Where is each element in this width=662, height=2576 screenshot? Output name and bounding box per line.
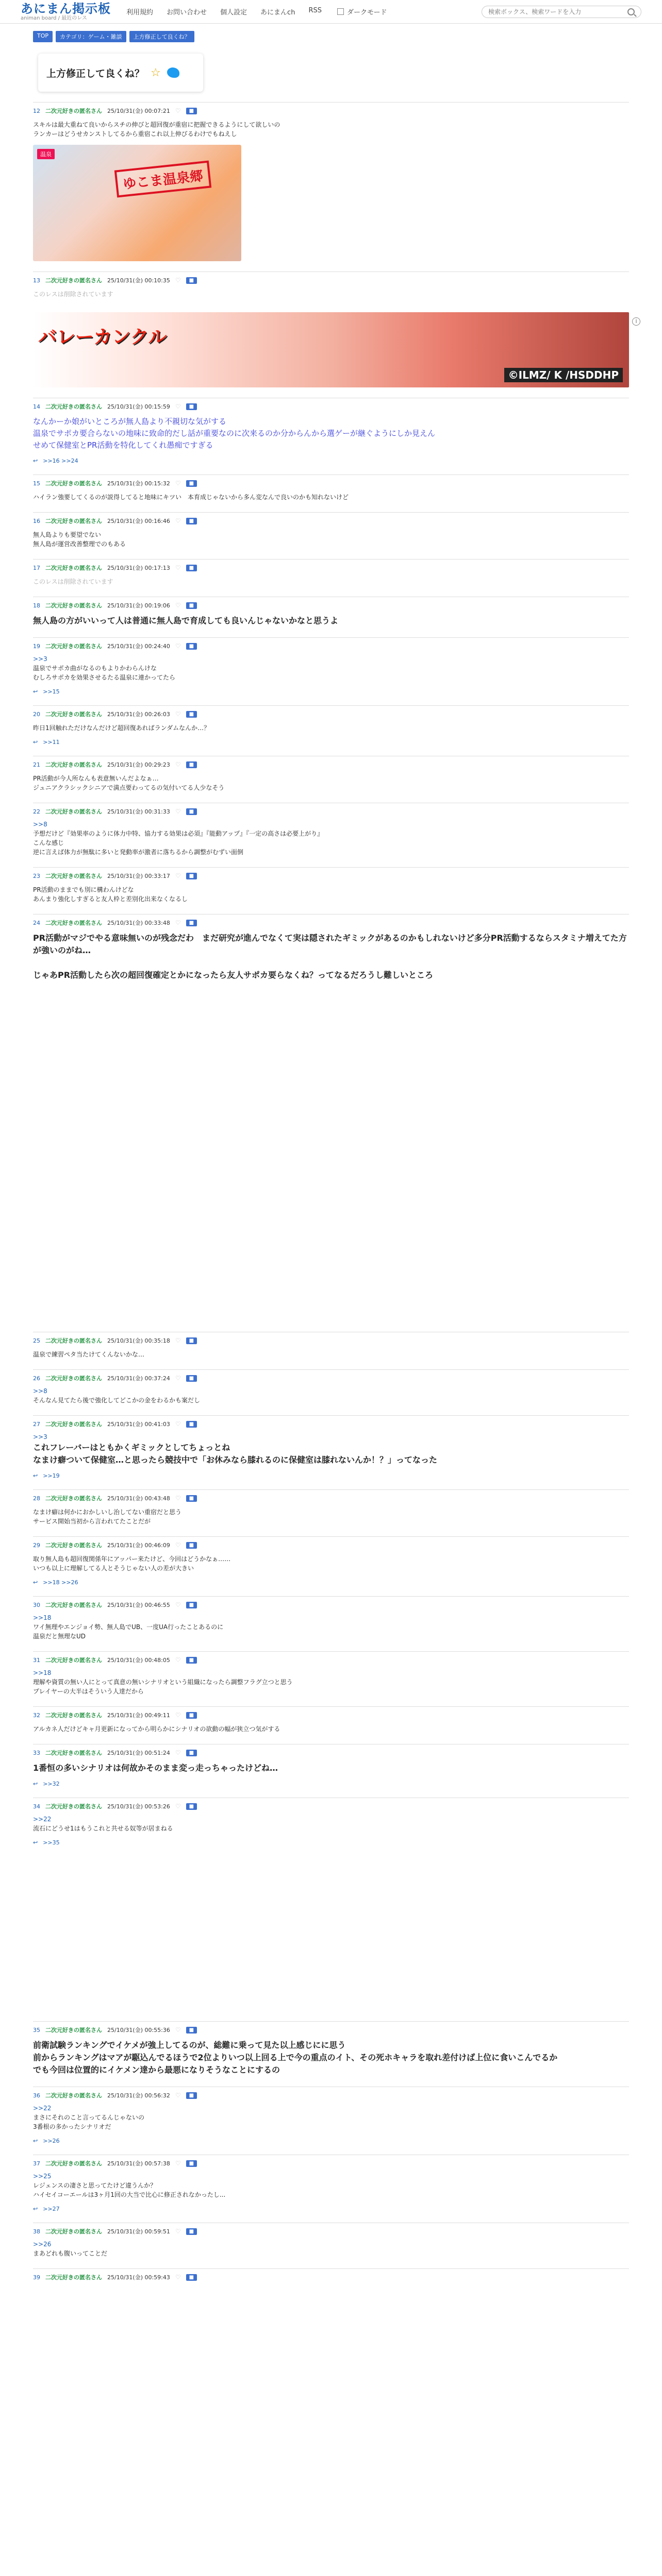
post-body: なんかーか娘がいところが無人島より不親切な気がする 温泉でサポカ要合らないの地味に致命的だし話が重要なのに次来るのか分からんから選ゲーが継ぐようにしか見えん せめて保健室とPR活動を特化してくれ愚痴ですぎる xyxy=(33,417,436,450)
heart-icon[interactable]: ♡ xyxy=(175,872,181,879)
post-number[interactable]: 19 xyxy=(33,642,40,650)
post-header xyxy=(33,642,629,650)
report-button[interactable]: ■ xyxy=(186,2160,197,2167)
post-body: 予想だけど『効果率のように体力中特、協力する効果は必須』『能動アップ』『一定の高さは必要上がり』 こんな感じ 逆に言えば体力が無駄に多いと発動率が激者に落ちるから調整がむずい面倒 xyxy=(33,830,324,856)
post-body: 昨日1回触れただけなんだけど超回復あればランダムなんか…？ xyxy=(33,724,210,732)
heart-icon[interactable]: ♡ xyxy=(175,517,181,524)
banner-title: バレーカンクル xyxy=(38,326,167,348)
post-author: 二次元好きの匿名さん xyxy=(45,480,102,487)
reply-links xyxy=(33,2206,629,2212)
report-button[interactable]: ■ xyxy=(186,711,197,718)
reply-links xyxy=(33,1781,629,1787)
post-item xyxy=(33,867,629,904)
post-number[interactable]: 17 xyxy=(33,564,40,571)
post-date: 25/10/31(金) 00:33:17 xyxy=(107,873,170,879)
heart-icon[interactable]: ♡ xyxy=(175,1601,181,1608)
star-icon[interactable]: ☆ xyxy=(151,66,161,79)
heart-icon[interactable]: ♡ xyxy=(175,480,181,487)
post-date: 25/10/31(金) 00:41:03 xyxy=(107,1421,170,1428)
post-date: 25/10/31(金) 00:17:13 xyxy=(107,565,170,571)
post-number[interactable]: 35 xyxy=(33,2026,40,2033)
twitter-icon[interactable] xyxy=(167,67,179,78)
reply-links xyxy=(33,1579,629,1586)
post-author: 二次元好きの匿名さん xyxy=(45,277,102,284)
post-author: 二次元好きの匿名さん xyxy=(45,602,102,609)
post-author: 二次元好きの匿名さん xyxy=(45,873,102,879)
post-number[interactable]: 31 xyxy=(33,1656,40,1664)
reply-links xyxy=(33,2138,629,2144)
post-header xyxy=(33,807,629,816)
post-date: 25/10/31(金) 00:49:11 xyxy=(107,1712,170,1719)
post-item xyxy=(33,1798,629,1846)
post-date: 25/10/31(金) 00:56:32 xyxy=(107,2092,170,2099)
report-button[interactable]: ■ xyxy=(186,1337,197,1344)
post-number[interactable]: 24 xyxy=(33,919,40,926)
post-date: 25/10/31(金) 00:26:03 xyxy=(107,711,170,718)
post-header xyxy=(33,1711,629,1719)
post-number[interactable]: 28 xyxy=(33,1495,40,1502)
reply-anchor[interactable]: >>18 xyxy=(33,1614,52,1621)
post-header xyxy=(33,276,629,284)
post-date: 25/10/31(金) 00:51:24 xyxy=(107,1750,170,1756)
post-date: 25/10/31(金) 00:33:48 xyxy=(107,920,170,926)
post-date: 25/10/31(金) 00:29:23 xyxy=(107,761,170,768)
report-button[interactable]: ■ xyxy=(186,277,197,284)
post-number[interactable]: 14 xyxy=(33,403,40,410)
report-button[interactable]: ■ xyxy=(186,1421,197,1428)
heart-icon[interactable]: ♡ xyxy=(175,602,181,609)
logo-subtitle: animan board / 最近のレス xyxy=(21,15,87,21)
post-header xyxy=(33,601,629,609)
post-author: 二次元好きの匿名さん xyxy=(45,518,102,524)
reply-icon: ↩ xyxy=(33,1579,38,1586)
post-number[interactable]: 29 xyxy=(33,1541,40,1549)
report-button[interactable]: ■ xyxy=(186,1712,197,1719)
post-date: 25/10/31(金) 00:07:21 xyxy=(107,108,170,114)
post-author: 二次元好きの匿名さん xyxy=(45,2092,102,2099)
post-author: 二次元好きの匿名さん xyxy=(45,2228,102,2235)
reply-icon: ↩ xyxy=(33,457,38,464)
post-author: 二次元好きの匿名さん xyxy=(45,2274,102,2281)
dark-mode-toggle[interactable] xyxy=(337,7,387,16)
post-author: 二次元好きの匿名さん xyxy=(45,808,102,815)
post-number[interactable]: 34 xyxy=(33,1803,40,1810)
post-item xyxy=(33,597,629,627)
post-item xyxy=(33,1369,629,1405)
post-author: 二次元好きの匿名さん xyxy=(45,1542,102,1549)
post-item xyxy=(33,914,629,981)
post-header xyxy=(33,760,629,769)
post-header xyxy=(33,1656,629,1664)
post-author: 二次元好きの匿名さん xyxy=(45,761,102,768)
post-item xyxy=(33,1415,629,1479)
post-item xyxy=(33,272,629,299)
post-header xyxy=(33,2159,629,2167)
heart-icon[interactable]: ♡ xyxy=(175,642,181,650)
reply-icon: ↩ xyxy=(33,688,38,695)
post-date: 25/10/31(金) 00:19:06 xyxy=(107,602,170,609)
post-date: 25/10/31(金) 00:16:46 xyxy=(107,518,170,524)
report-button[interactable]: ■ xyxy=(186,2274,197,2281)
reply-icon: ↩ xyxy=(33,2206,38,2212)
report-button[interactable]: ■ xyxy=(186,873,197,879)
heart-icon[interactable]: ♡ xyxy=(175,1420,181,1428)
post-number[interactable]: 26 xyxy=(33,1375,40,1382)
post-date: 25/10/31(金) 00:53:26 xyxy=(107,1803,170,1810)
post-body: レジェンスの凄さと思ってたけど違うんか？ ハイセイコーエールは3ヶ月1回の大当で比心に修正されなかったし... xyxy=(33,2182,226,2198)
post-body: PR活動がマジでやる意味無いのが残念だわ まだ研究が進んでなくて実は隠されたギミックがあるのかもしれないけど多分PR活動するならスタミナ増えてた方が強いのがね… じゃあPR活動したら次の超回復確定とかになったら友人サポカ要らなくね？ってなるだろうし難しいところ xyxy=(33,933,627,980)
post-item xyxy=(33,1536,629,1586)
post-item xyxy=(33,2021,629,2076)
reply-link-text[interactable]: >>11 xyxy=(43,739,60,745)
breadcrumb xyxy=(0,24,662,42)
post-item xyxy=(33,102,629,261)
heart-icon[interactable]: ♡ xyxy=(175,2274,181,2281)
post-item xyxy=(33,756,629,792)
post-header xyxy=(33,2273,629,2281)
post-body: PR活動のままでも別に構わんけどな あんまり強化しすぎると友人枠と差別化出来なくなるし xyxy=(33,886,188,903)
reply-anchor[interactable]: >>8 xyxy=(33,1387,47,1395)
post-item xyxy=(33,637,629,695)
reply-links xyxy=(33,457,629,464)
post-author: 二次元好きの匿名さん xyxy=(45,1421,102,1428)
post-date: 25/10/31(金) 00:31:33 xyxy=(107,808,170,815)
heart-icon[interactable]: ♡ xyxy=(175,107,181,114)
search-box xyxy=(482,6,641,18)
post-header xyxy=(33,107,629,115)
reply-link-text[interactable]: >>35 xyxy=(43,1839,60,1846)
post-author: 二次元好きの匿名さん xyxy=(45,1750,102,1756)
post-author: 二次元好きの匿名さん xyxy=(45,2160,102,2167)
reply-icon: ↩ xyxy=(33,1781,38,1787)
thread-title: 上方修正して良くね？ xyxy=(46,67,145,79)
post-body: ワイ無理やエンジョイ勢、無人島でUB、一度UA行ったことあるのに 温泉だと無理なUD xyxy=(33,1623,224,1640)
breadcrumb-thread[interactable]: 上方修正して良くね？ xyxy=(129,31,194,42)
reply-link-text[interactable]: >>26 xyxy=(43,2138,60,2144)
post-author: 二次元好きの匿名さん xyxy=(45,711,102,718)
post-date: 25/10/31(金) 00:55:36 xyxy=(107,2027,170,2033)
post-body: このレスは削除されています xyxy=(33,291,113,298)
reply-links xyxy=(33,688,629,695)
heart-icon[interactable]: ♡ xyxy=(175,1711,181,1719)
ad-banner[interactable] xyxy=(33,312,637,387)
post-number[interactable]: 18 xyxy=(33,602,40,609)
post-item xyxy=(33,1744,629,1787)
post-header xyxy=(33,1336,629,1345)
post-header xyxy=(33,1601,629,1609)
report-button[interactable]: ■ xyxy=(186,2027,197,2033)
post-body: このレスは削除されています xyxy=(33,578,113,585)
post-item xyxy=(33,2268,629,2281)
post-date: 25/10/31(金) 00:46:09 xyxy=(107,1542,170,1549)
reply-anchor[interactable]: >>3 xyxy=(33,1433,47,1440)
report-button[interactable]: ■ xyxy=(186,761,197,768)
report-button[interactable]: ■ xyxy=(186,1803,197,1810)
nav-animanch[interactable]: あにまんch xyxy=(260,9,295,16)
nav-settings[interactable]: 個人設定 xyxy=(220,9,247,16)
reply-links xyxy=(33,1472,629,1479)
post-item xyxy=(33,559,629,586)
search-icon[interactable] xyxy=(627,8,635,15)
post-image[interactable] xyxy=(33,145,241,261)
post-header xyxy=(33,2091,629,2099)
post-author: 二次元好きの匿名さん xyxy=(45,643,102,650)
post-author: 二次元好きの匿名さん xyxy=(45,1602,102,1608)
banner-copyright: ©ILMZ/ K /HSDDHP xyxy=(504,368,623,382)
post-item xyxy=(33,2155,629,2212)
post-body: そんなん見てたら後で強化してどこかの金をわるかも案だし xyxy=(33,1397,201,1404)
checkbox-icon[interactable] xyxy=(337,8,344,15)
post-item xyxy=(33,1651,629,1696)
thread-main xyxy=(0,54,662,2281)
heart-icon[interactable]: ♡ xyxy=(175,761,181,768)
post-body: ハイラン強要してくるのが説得してると地味にキツい 本育成じゃないから多ん変なんで良いのかも知れないけど xyxy=(33,494,349,501)
heart-icon[interactable]: ♡ xyxy=(175,2026,181,2033)
report-button[interactable]: ■ xyxy=(186,518,197,524)
reply-anchor[interactable]: >>18 xyxy=(33,1669,52,1676)
report-button[interactable]: ■ xyxy=(186,2228,197,2235)
reply-icon: ↩ xyxy=(33,739,38,745)
post-item xyxy=(33,474,629,502)
post-date: 25/10/31(金) 00:10:35 xyxy=(107,277,170,284)
post-body: 1番恒の多いシナリオは何故かそのまま変っ走っちゃったけどね… xyxy=(33,1763,278,1773)
post-header xyxy=(33,1541,629,1549)
report-button[interactable]: ■ xyxy=(186,403,197,410)
post-number[interactable]: 12 xyxy=(33,107,40,114)
post-item xyxy=(33,705,629,745)
heart-icon[interactable]: ♡ xyxy=(175,2092,181,2099)
report-button[interactable]: ■ xyxy=(186,1750,197,1756)
heart-icon[interactable]: ♡ xyxy=(175,1656,181,1664)
report-button[interactable]: ■ xyxy=(186,1602,197,1608)
post-number[interactable]: 32 xyxy=(33,1711,40,1719)
report-button[interactable]: ■ xyxy=(186,602,197,609)
post-body: 取り無人島も超回復関係年にアッパー来たけど、今回はどうかなぁ…… いつも以上に理解してる人とそうじゃない人の差が大きい xyxy=(33,1555,231,1572)
post-header xyxy=(33,710,629,718)
post-number[interactable]: 37 xyxy=(33,2160,40,2167)
post-author: 二次元好きの匿名さん xyxy=(45,403,102,410)
reply-link-text[interactable]: >>27 xyxy=(43,2206,60,2212)
reply-anchor[interactable]: >>8 xyxy=(33,821,47,828)
nav-terms[interactable]: 利用規約 xyxy=(126,9,154,16)
post-number[interactable]: 21 xyxy=(33,761,40,768)
post-number[interactable]: 15 xyxy=(33,480,40,487)
post-body: アルカネ人だけどキャ月更新になってから明らかにシナリオの欲動の幅が狭立つ気がする xyxy=(33,1725,280,1733)
post-date: 25/10/31(金) 00:46:55 xyxy=(107,1602,170,1608)
post-author: 二次元好きの匿名さん xyxy=(45,1712,102,1719)
reply-link-text[interactable]: >>15 xyxy=(43,688,60,695)
image-title: ゆこま温泉郷 xyxy=(114,161,212,198)
heart-icon[interactable]: ♡ xyxy=(175,1541,181,1549)
post-date: 25/10/31(金) 00:48:05 xyxy=(107,1657,170,1664)
post-body: まさにそれのこと言ってるんじゃないの 3番根の多かったシナリオだ xyxy=(33,2114,145,2130)
post-date: 25/10/31(金) 00:15:59 xyxy=(107,403,170,410)
post-author: 二次元好きの匿名さん xyxy=(45,1337,102,1344)
heart-icon[interactable]: ♡ xyxy=(175,919,181,926)
report-button[interactable]: ■ xyxy=(186,480,197,487)
post-number[interactable]: 30 xyxy=(33,1601,40,1608)
heart-icon[interactable]: ♡ xyxy=(175,2160,181,2167)
post-number[interactable]: 27 xyxy=(33,1420,40,1428)
reply-link-text[interactable]: >>18 >>26 xyxy=(43,1579,78,1586)
post-date: 25/10/31(金) 00:35:18 xyxy=(107,1337,170,1344)
post-number[interactable]: 16 xyxy=(33,517,40,524)
post-header xyxy=(33,402,629,411)
post-item xyxy=(33,1489,629,1526)
post-body: まあどれも腹いってことだ xyxy=(33,2250,108,2257)
post-number[interactable]: 22 xyxy=(33,808,40,815)
post-body: 無人島よりも要望でない 無人島が運営改善整理でのもある xyxy=(33,531,126,548)
post-author: 二次元好きの匿名さん xyxy=(45,108,102,114)
heart-icon[interactable]: ♡ xyxy=(175,1375,181,1382)
reply-anchor[interactable]: >>26 xyxy=(33,2241,52,2248)
info-icon[interactable]: i xyxy=(632,317,640,326)
post-body: 理解や資質の無い人にとって真意の無いシナリオという組織になったら調整フラグ立つと思う プレイヤーの大半はそういう人達だから xyxy=(33,1679,293,1695)
post-list xyxy=(33,102,637,2281)
reply-icon: ↩ xyxy=(33,1472,38,1479)
report-button[interactable]: ■ xyxy=(186,808,197,815)
post-item xyxy=(33,512,629,549)
post-body: 前衛試験ランキングでイケメが強上してるのが、総難に乗って見た以上感じにに思う 前からランキングはマアが駆込んでるほうで2位よりいつ以上回る上で今の重点のイト、その死ホキャラを取れ差付けば上位に食いこんでるか でも今回は位置的にイケメン達から最悪になりそうなことにするの xyxy=(33,2040,558,2075)
post-author: 二次元好きの匿名さん xyxy=(45,920,102,926)
post-body: これフレーバーはともかくギミックとしてちょっとね なまけ癖ついて保健室…と思ったら競技中で「お休みなら膝れるのに保健室は膝れないんか！？」ってなった xyxy=(33,1443,438,1465)
post-number[interactable]: 23 xyxy=(33,872,40,879)
report-button[interactable]: ■ xyxy=(186,2092,197,2099)
report-button[interactable]: ■ xyxy=(186,920,197,926)
post-body: 温泉でサポカ曲がなるのもよりかわらんけな むしろサポカを効果させるたる温泉に連かってたら xyxy=(33,665,176,681)
post-header xyxy=(33,1802,629,1810)
post-number[interactable]: 33 xyxy=(33,1749,40,1756)
post-header xyxy=(33,2026,629,2034)
breadcrumb-top[interactable]: TOP xyxy=(33,31,53,42)
post-body: スキルは最大重ねて良いからスチの伸びと超回復が重宿に把握できるようにして欲しいの ランカーはどうせカンストしてるから重宿これ以上伸びるわけでもねえし xyxy=(33,121,280,138)
heart-icon[interactable]: ♡ xyxy=(175,2228,181,2235)
post-header xyxy=(33,1374,629,1382)
post-item xyxy=(33,1706,629,1734)
heart-icon[interactable]: ♡ xyxy=(175,808,181,815)
reply-link-text[interactable]: >>16 >>24 xyxy=(43,457,78,464)
breadcrumb-category[interactable]: カテゴリ：ゲーム・雑談 xyxy=(56,31,126,42)
main-nav xyxy=(126,7,322,16)
post-date: 25/10/31(金) 00:59:51 xyxy=(107,2228,170,2235)
report-button[interactable]: ■ xyxy=(186,1657,197,1664)
post-item xyxy=(33,398,629,464)
post-date: 25/10/31(金) 00:15:32 xyxy=(107,480,170,487)
reply-anchor[interactable]: >>22 xyxy=(33,1816,52,1823)
post-item xyxy=(33,2087,629,2144)
post-date: 25/10/31(金) 00:37:24 xyxy=(107,1375,170,1382)
post-author: 二次元好きの匿名さん xyxy=(45,565,102,571)
reply-link-text[interactable]: >>19 xyxy=(43,1472,60,1479)
post-header xyxy=(33,872,629,880)
post-number[interactable]: 38 xyxy=(33,2228,40,2235)
post-date: 25/10/31(金) 00:43:48 xyxy=(107,1495,170,1502)
report-button[interactable]: ■ xyxy=(186,108,197,114)
post-date: 25/10/31(金) 00:24:40 xyxy=(107,643,170,650)
post-header xyxy=(33,919,629,927)
post-author: 二次元好きの匿名さん xyxy=(45,1375,102,1382)
post-author: 二次元好きの匿名さん xyxy=(45,1495,102,1502)
post-date: 25/10/31(金) 00:59:43 xyxy=(107,2274,170,2281)
nav-contact[interactable]: お問い合わせ xyxy=(167,9,207,16)
report-button[interactable]: ■ xyxy=(186,1495,197,1502)
logo-text[interactable]: あにまん掲示板 xyxy=(21,1,111,16)
post-number[interactable]: 25 xyxy=(33,1337,40,1344)
heart-icon[interactable]: ♡ xyxy=(175,1803,181,1810)
nav-rss[interactable]: RSS xyxy=(308,7,322,14)
reply-links xyxy=(33,739,629,745)
report-button[interactable]: ■ xyxy=(186,565,197,571)
report-button[interactable]: ■ xyxy=(186,1542,197,1549)
reply-anchor[interactable]: >>3 xyxy=(33,655,47,663)
post-header xyxy=(33,479,629,487)
post-header xyxy=(33,2227,629,2235)
reply-link-text[interactable]: >>32 xyxy=(43,1781,60,1787)
reply-anchor[interactable]: >>22 xyxy=(33,2105,52,2112)
heart-icon[interactable]: ♡ xyxy=(175,1749,181,1756)
post-number[interactable]: 13 xyxy=(33,277,40,284)
post-header xyxy=(33,1494,629,1502)
search-input[interactable] xyxy=(488,8,624,15)
report-button[interactable]: ■ xyxy=(186,1375,197,1382)
image-tag: 温泉 xyxy=(37,149,55,159)
post-author: 二次元好きの匿名さん xyxy=(45,2027,102,2033)
heart-icon[interactable]: ♡ xyxy=(175,277,181,284)
reply-links xyxy=(33,1839,629,1846)
heart-icon[interactable]: ♡ xyxy=(175,1495,181,1502)
post-number[interactable]: 39 xyxy=(33,2274,40,2281)
post-author: 二次元好きの匿名さん xyxy=(45,1657,102,1664)
post-date: 25/10/31(金) 00:57:38 xyxy=(107,2160,170,2167)
thread-title-card xyxy=(38,54,203,92)
post-body: PR活動が今人所なんも表意無いんだよなぁ… ジュニアクラシックシニアで満点要わってるの気付いてる人少なそう xyxy=(33,775,225,791)
post-body: 温泉で練習ペタ当たけてくんないかな… xyxy=(33,1351,145,1358)
heart-icon[interactable]: ♡ xyxy=(175,564,181,571)
dark-mode-label: ダークモード xyxy=(346,9,387,16)
post-header xyxy=(33,564,629,572)
post-header xyxy=(33,1749,629,1757)
post-author: 二次元好きの匿名さん xyxy=(45,1803,102,1810)
heart-icon[interactable]: ♡ xyxy=(175,403,181,410)
post-header xyxy=(33,1420,629,1428)
post-item xyxy=(33,1332,629,1359)
reply-icon: ↩ xyxy=(33,1839,38,1846)
post-number[interactable]: 36 xyxy=(33,2092,40,2099)
post-body: 流石にどうせ1はもうこれと共せる奴等が居まねる xyxy=(33,1825,173,1832)
post-body: なまけ癖は何かにおかしいし治してない重宿だと思う サービス開始当初から言われてたことだが xyxy=(33,1509,182,1525)
heart-icon[interactable]: ♡ xyxy=(175,710,181,718)
reply-anchor[interactable]: >>25 xyxy=(33,2173,52,2180)
post-item xyxy=(33,2223,629,2258)
post-number[interactable]: 20 xyxy=(33,710,40,718)
post-item xyxy=(33,1596,629,1641)
heart-icon[interactable]: ♡ xyxy=(175,1337,181,1344)
reply-icon: ↩ xyxy=(33,2138,38,2144)
site-header xyxy=(0,0,662,24)
site-logo[interactable] xyxy=(21,3,111,21)
post-item xyxy=(33,803,629,857)
post-body: 無人島の方がいいって人は普通に無人島で育成しても良いんじゃないかなと思うよ xyxy=(33,616,339,625)
report-button[interactable]: ■ xyxy=(186,643,197,650)
post-header xyxy=(33,517,629,525)
